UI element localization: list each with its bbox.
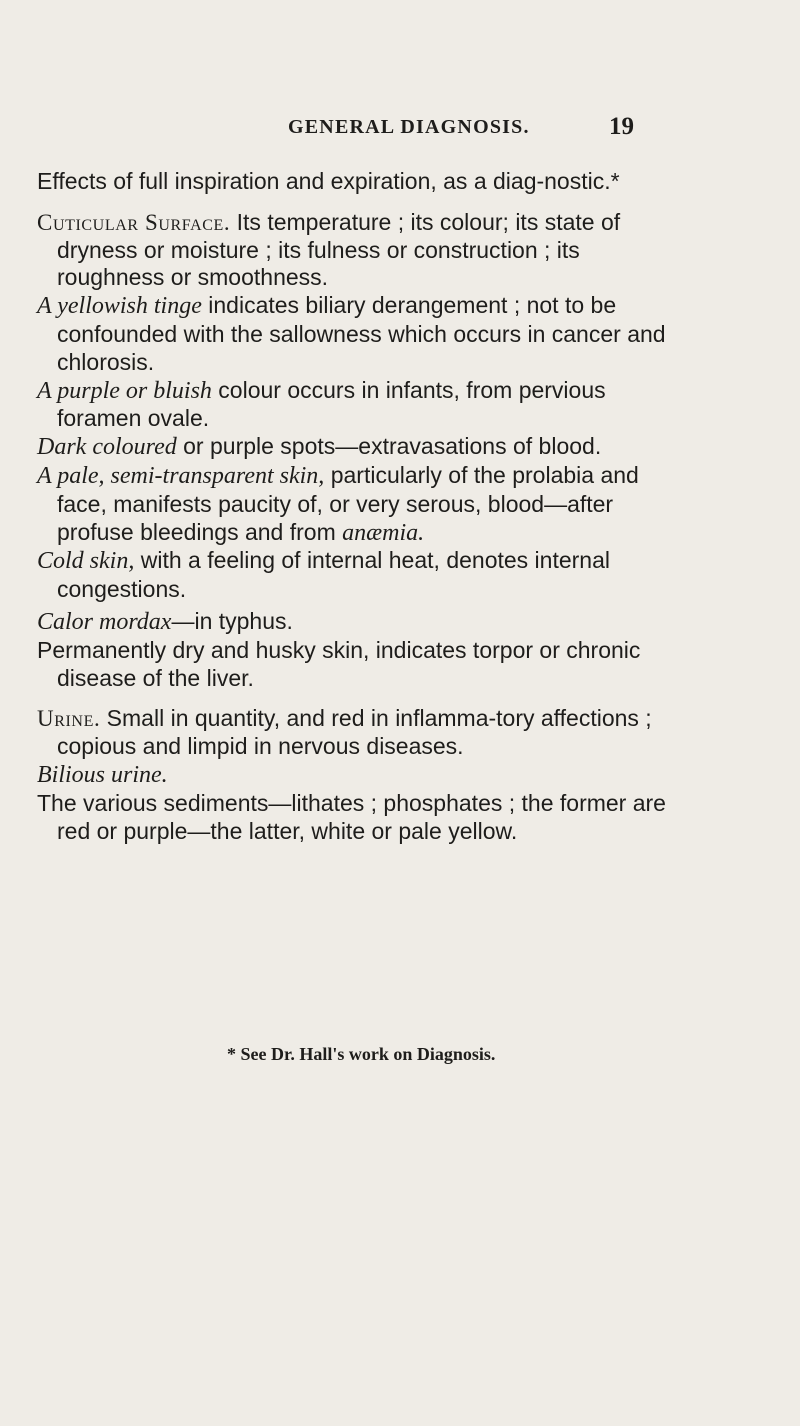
term-anaemia: anæmia.	[342, 519, 425, 546]
paragraph-full-inspiration: Effects of full inspiration and expiration, as a diag-nostic.*	[37, 168, 620, 194]
paragraph-sediments: The various sediments—lithates ; phosphates ; the former are red or purple—the latter, white or pale yellow.	[37, 789, 666, 844]
term-cold-skin: Cold skin,	[37, 548, 135, 575]
paragraph-purple-bluish: A purple or bluish colour occurs in infants, from pervious foramen ovale.	[37, 376, 606, 432]
term-calor-mordax: Calor mordax	[37, 608, 172, 635]
paragraph-pale-skin: A pale, semi-transparent skin, particularly of the prolabia and face, manifests paucity of, or very serous, blood—after profuse bleedings and from anæmia.	[37, 461, 639, 546]
footnote: * See Dr. Hall's work on Diagnosis.	[227, 1044, 496, 1064]
running-head	[0, 113, 800, 146]
page-number: 19	[609, 113, 634, 140]
term-pale-skin: A pale, semi-transparent skin,	[37, 462, 325, 489]
paragraph-dark-coloured: Dark coloured or purple spots—extravasations of blood.	[37, 433, 602, 461]
term-dark-coloured: Dark coloured	[37, 434, 177, 461]
paragraph-cold-skin: Cold skin, with a feeling of internal heat, denotes internal congestions.	[37, 547, 610, 603]
running-head-title: GENERAL DIAGNOSIS.	[288, 116, 530, 138]
term-purple-bluish: A purple or bluish	[37, 377, 212, 404]
paragraph-yellowish-tinge: A yellowish tinge indicates biliary derangement ; not to be confounded with the sallowness which occurs in cancer and chlorosis.	[37, 292, 666, 375]
paragraph-calor-mordax: Calor mordax—in typhus.	[37, 607, 293, 635]
paragraph-bilious-urine	[0, 761, 672, 790]
heading-cuticular-surface: Cuticular Surface.	[37, 209, 231, 235]
paragraph-dry-husky-skin: Permanently dry and husky skin, indicates torpor or chronic disease of the liver.	[37, 636, 641, 691]
body-text	[0, 168, 800, 845]
paragraph-urine: Urine. Small in quantity, and red in inflamma-tory affections ; copious and limpid in nervous diseases.	[37, 705, 652, 760]
term-yellowish-tinge: A yellowish tinge	[37, 293, 202, 320]
paragraph-cuticular-surface: Cuticular Surface. Its temperature ; its colour; its state of dryness or moisture ; its fulness or construction ; its roughness or smoothness.	[37, 208, 621, 291]
heading-urine: Urine.	[37, 706, 101, 732]
term-bilious-urine: Bilious urine.	[37, 761, 168, 788]
